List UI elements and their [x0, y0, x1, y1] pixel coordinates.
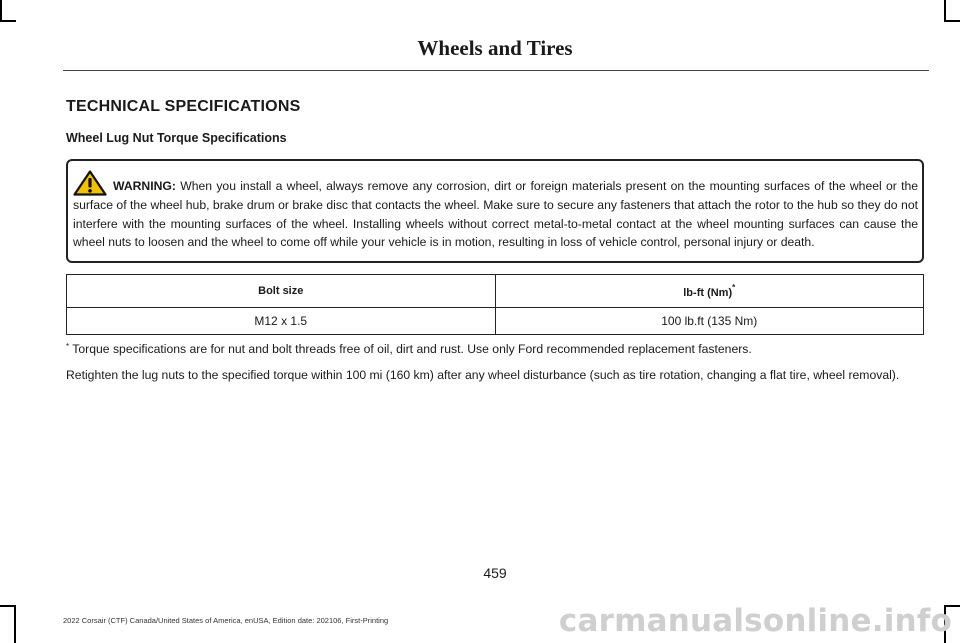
table-header-row [67, 274, 924, 307]
section-title: TECHNICAL SPECIFICATIONS [66, 98, 301, 115]
crop-mark [0, 20, 16, 22]
table-header-cell: Bolt size [67, 274, 496, 307]
warning-box [66, 159, 924, 263]
torque-spec-table [66, 274, 924, 335]
table-header-cell: lb-ft (Nm)* [495, 274, 924, 307]
warning-label: WARNING: [113, 179, 176, 193]
body-paragraph: Retighten the lug nuts to the specified torque within 100 mi (160 km) after any wheel disturbance (such as tire rotation, changing a flat tire, wheel removal). [66, 367, 900, 382]
table-cell: 100 lb.ft (135 Nm) [495, 307, 924, 334]
page-header-title: Wheels and Tires [417, 36, 573, 60]
footnote-text: Torque specifications are for nut and bolt threads free of oil, dirt and rust. Use only Ford recommended replacement fasteners. [72, 341, 752, 356]
page-number: 459 [483, 565, 507, 581]
section-subtitle: Wheel Lug Nut Torque Specifications [66, 131, 287, 145]
warning-triangle-icon [73, 170, 107, 196]
crop-mark [944, 20, 960, 22]
crop-mark [14, 605, 16, 643]
table-footnote [66, 339, 924, 357]
edition-footer: 2022 Corsair (CTF) Canada/United States of America, enUSA, Edition date: 202106, First-Printing [63, 616, 389, 625]
footnote-marker: * [732, 282, 736, 292]
crop-mark [0, 0, 2, 20]
page-content [66, 96, 924, 384]
table-cell: M12 x 1.5 [67, 307, 496, 334]
warning-text: When you install a wheel, always remove any corrosion, dirt or foreign materials present on the mounting surfaces of the wheel or the surface of the wheel hub, brake drum or brake disc that contacts the wheel. Make sure to secure any fasteners that attach the rotor to the hub so they do not interfere with the mounting surfaces of the wheel. Installing wheels without correct metal-to-metal contact at the wheel mounting surfaces can cause the wheel nuts to loosen and the wheel to come off while your vehicle is in motion, resulting in loss of vehicle control, personal injury or death. [73, 179, 919, 249]
watermark-logo: carmanualsonline.info [558, 603, 952, 639]
table-row [67, 307, 924, 334]
header-divider [63, 70, 929, 71]
footnote-marker: * [66, 341, 70, 351]
crop-mark [944, 0, 946, 22]
